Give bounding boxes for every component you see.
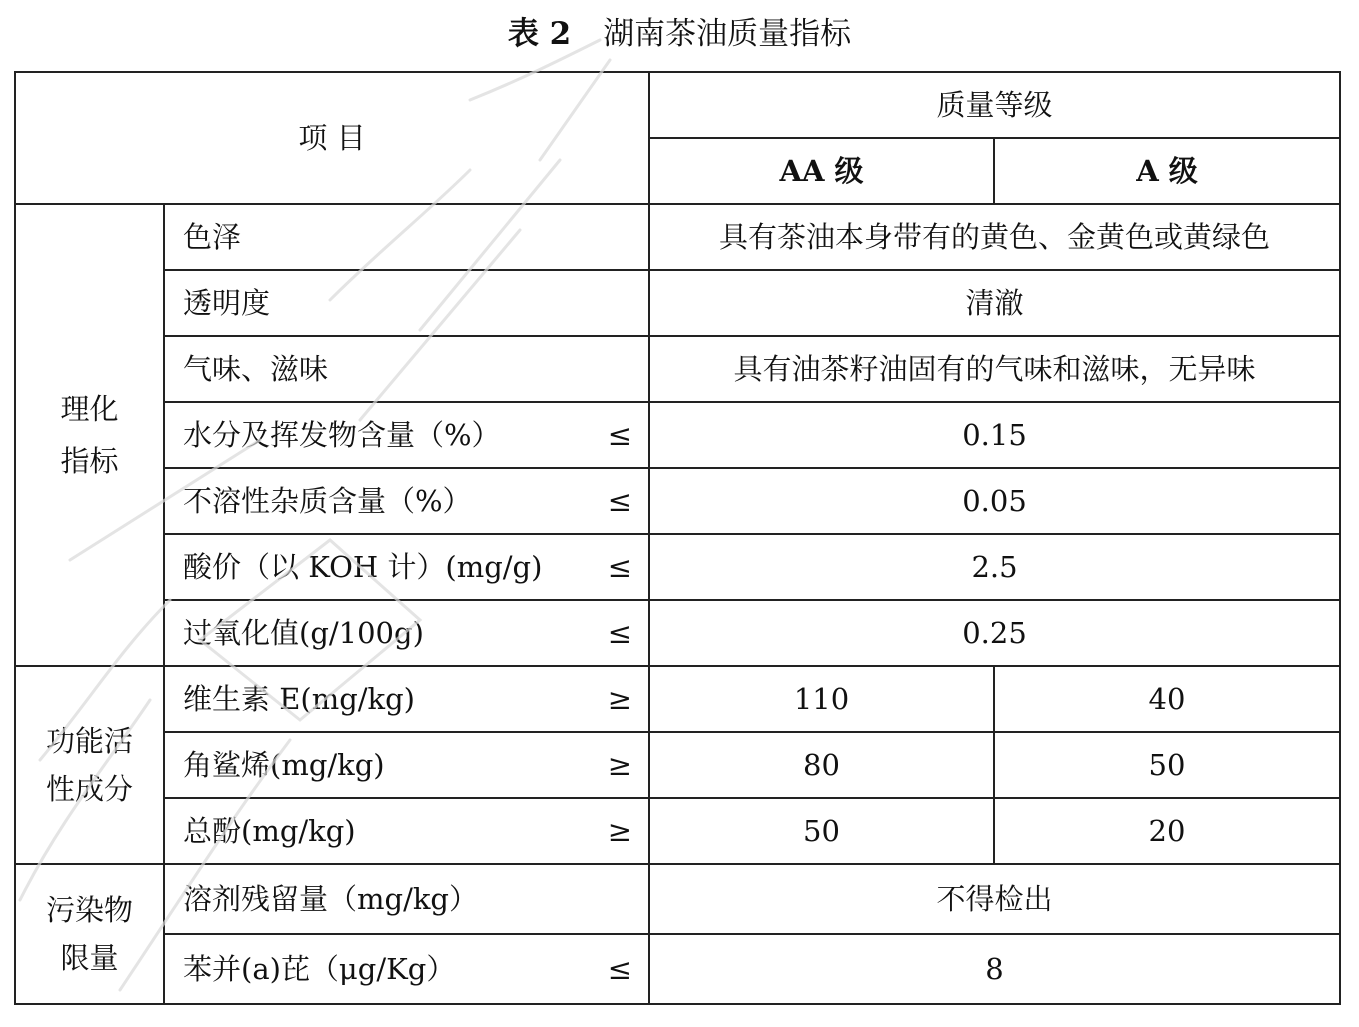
row-value-aa: 80	[649, 732, 994, 798]
row-value-aa: 110	[649, 666, 994, 732]
row-value: 清澈	[649, 270, 1340, 336]
group-label-line1: 理化	[60, 392, 119, 426]
group-label-line2: 指标	[60, 444, 119, 478]
row-label-text: 酸价（以 KOH 计）(mg/g)	[183, 550, 543, 584]
row-label	[164, 934, 649, 1004]
group-label-line1: 污染物	[45, 893, 133, 927]
row-value-a: 40	[994, 666, 1340, 732]
row-label-text: 不溶性杂质含量（%）	[183, 484, 472, 518]
row-symbol: ≤	[607, 418, 632, 452]
row-symbol: ≥	[607, 814, 632, 848]
table-number: 表 2	[507, 16, 572, 52]
header-grade: 质量等级	[649, 72, 1340, 138]
table-title	[0, 12, 1359, 56]
row-label-text: 角鲨烯(mg/kg)	[183, 748, 385, 782]
row-symbol: ≤	[607, 952, 632, 986]
row-label	[164, 270, 649, 336]
row-label	[164, 732, 649, 798]
row-label-text: 水分及挥发物含量（%）	[183, 418, 501, 452]
group-contaminants	[15, 864, 164, 1004]
row-label-text: 透明度	[183, 286, 271, 320]
row-label	[164, 402, 649, 468]
row-value: 2.5	[649, 534, 1340, 600]
table-caption: 湖南茶油质量指标	[603, 16, 852, 52]
group-label-line2: 限量	[60, 941, 119, 975]
row-label	[164, 666, 649, 732]
row-label-text: 维生素 E(mg/kg)	[183, 682, 415, 716]
row-value: 具有茶油本身带有的黄色、金黄色或黄绿色	[649, 204, 1340, 270]
group-label-line2: 性成分	[45, 772, 133, 806]
row-label	[164, 864, 649, 934]
row-symbol: ≥	[607, 748, 632, 782]
row-value-a: 50	[994, 732, 1340, 798]
row-label	[164, 600, 649, 666]
header-grade-aa: AA 级	[649, 138, 994, 204]
row-value: 0.05	[649, 468, 1340, 534]
row-label-text: 气味、滋味	[183, 352, 329, 386]
row-value: 0.25	[649, 600, 1340, 666]
row-value-aa: 50	[649, 798, 994, 864]
row-symbol: ≤	[607, 616, 632, 650]
row-value-a: 20	[994, 798, 1340, 864]
quality-spec-table	[14, 71, 1341, 1005]
row-value: 8	[649, 934, 1340, 1004]
group-label-line1: 功能活	[45, 724, 133, 758]
row-symbol: ≤	[607, 484, 632, 518]
header-item: 项 目	[15, 72, 649, 204]
row-value: 0.15	[649, 402, 1340, 468]
row-label	[164, 534, 649, 600]
row-label-text: 总酚(mg/kg)	[183, 814, 356, 848]
row-label	[164, 204, 649, 270]
row-label	[164, 468, 649, 534]
header-grade-a: A 级	[994, 138, 1340, 204]
row-label-text: 过氧化值(g/100g)	[183, 616, 424, 650]
row-label-text: 苯并(a)芘（μg/Kg）	[183, 952, 456, 986]
group-functional	[15, 666, 164, 864]
row-label-text: 色泽	[183, 220, 242, 254]
row-label	[164, 798, 649, 864]
row-label-text: 溶剂残留量（mg/kg）	[183, 882, 478, 916]
row-value: 不得检出	[649, 864, 1340, 934]
group-physicochemical	[15, 204, 164, 666]
row-label	[164, 336, 649, 402]
row-symbol: ≥	[607, 682, 632, 716]
row-symbol: ≤	[607, 550, 632, 584]
row-value: 具有油茶籽油固有的气味和滋味，无异味	[649, 336, 1340, 402]
